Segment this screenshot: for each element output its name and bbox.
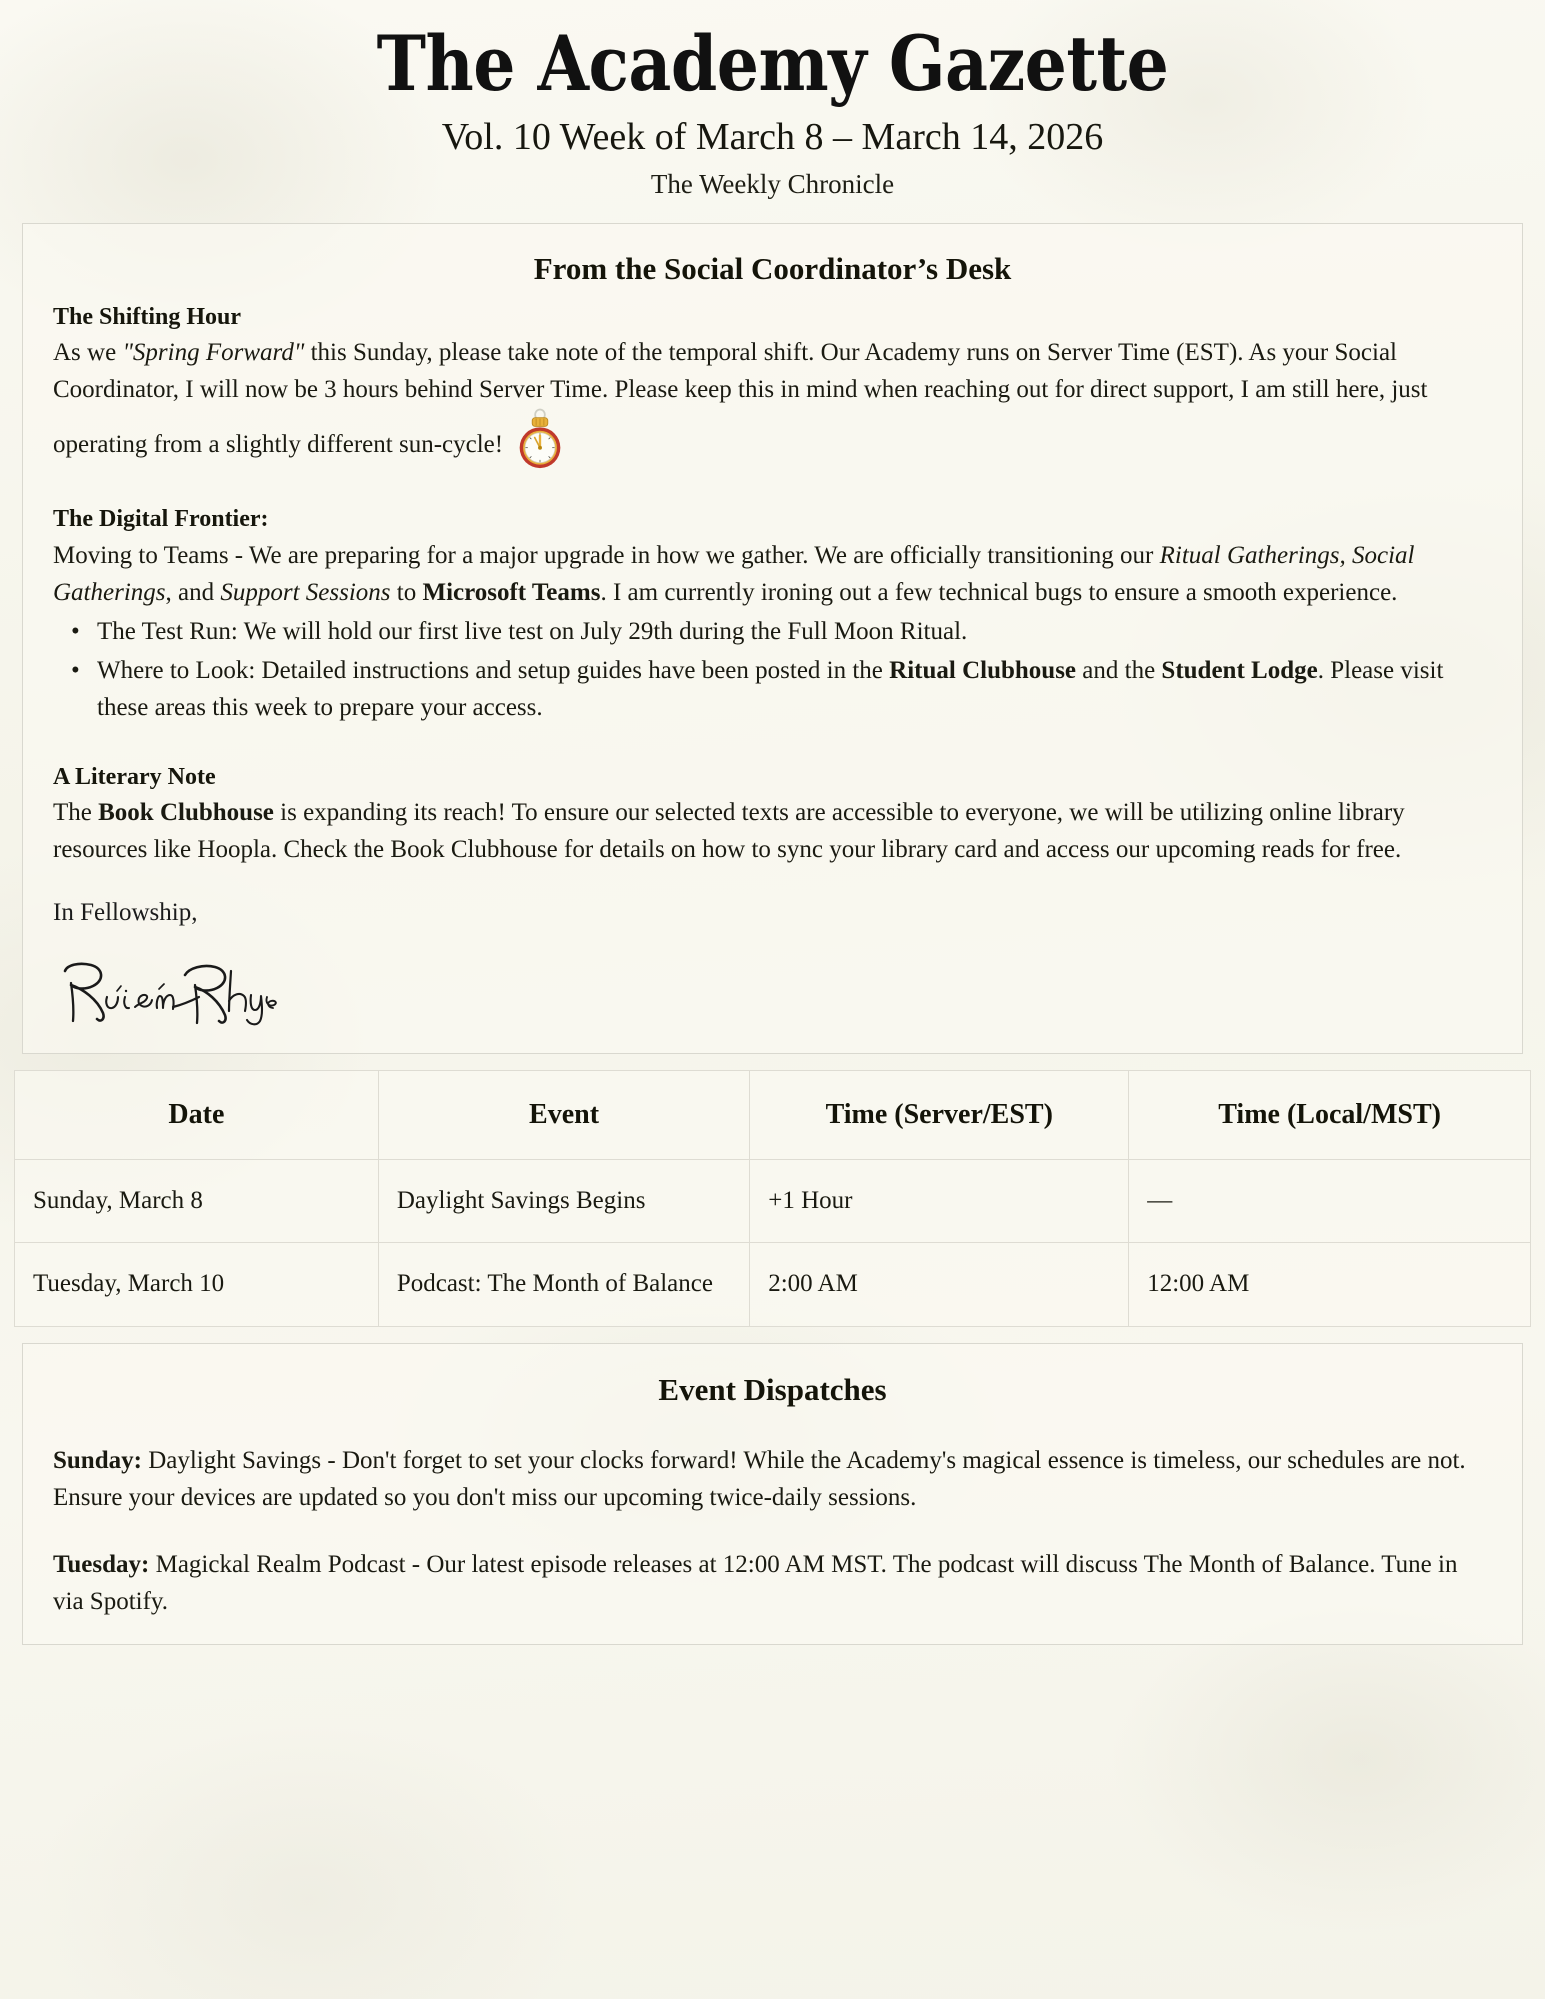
list-item [97, 613, 1492, 650]
shifting-hour-text-a: As we [53, 339, 123, 367]
digital-frontier-strong-teams: Microsoft Teams [422, 578, 601, 606]
literary-note-text-a: The [53, 798, 99, 826]
coordinator-letter-card [22, 223, 1523, 1054]
literary-note-text-b: is expanding its reach! To ensure our selected texts are accessible to everyone, we will be utilizing online library resources like Hoopla. Check the Book Clubhouse for details on how to sync your library card and access our upcoming reads for free. [53, 798, 1405, 863]
digital-frontier-text-b: , and [165, 578, 221, 606]
bullet-1-text-b: and the [1076, 656, 1162, 684]
spacer [53, 728, 1492, 762]
cell-event: Podcast: The Month of Balance [378, 1243, 749, 1327]
schedule-table-body [15, 1159, 1531, 1326]
section-heading-shifting-hour: The Shifting Hour [53, 304, 242, 331]
bullet-0-text-a: The Test Run: We will hold our first live test on July 29th during the Full Moon Ritual. [97, 617, 968, 645]
digital-frontier-text-c: to [390, 578, 423, 606]
column-header-time-server: Time (Server/EST) [750, 1070, 1129, 1159]
schedule-table-head [15, 1070, 1531, 1159]
event-dispatches-card [22, 1343, 1523, 1645]
column-header-time-local: Time (Local/MST) [1129, 1070, 1531, 1159]
masthead-volume-line: Vol. 10 Week of March 8 – March 14, 2026 [441, 115, 1104, 158]
cell-time-local: 12:00 AM [1129, 1243, 1531, 1327]
paragraph-digital-frontier [53, 537, 1492, 611]
literary-note-strong-book-clubhouse: Book Clubhouse [98, 798, 274, 826]
column-header-date: Date [15, 1070, 379, 1159]
cell-date: Sunday, March 8 [15, 1159, 379, 1243]
section-heading-digital-frontier: The Digital Frontier: [53, 506, 269, 533]
bullet-1-strong-student-lodge: Student Lodge [1161, 656, 1318, 684]
list-item [97, 652, 1492, 726]
digital-frontier-text-a: Moving to Teams - We are preparing for a major upgrade in how we gather. We are officially transitioning our [53, 541, 1160, 569]
paragraph-shifting-hour [53, 334, 1492, 470]
cell-date: Tuesday, March 10 [15, 1243, 379, 1327]
dispatch-label-sunday: Sunday: [53, 1446, 142, 1474]
mantelpiece-clock-emoji [509, 408, 571, 470]
table-header-row [15, 1070, 1531, 1159]
digital-frontier-em-1: Ritual Gatherings, Social Gatherings [53, 541, 1415, 606]
signature [53, 953, 1492, 1027]
shifting-hour-emphasis: "Spring Forward" [122, 339, 305, 367]
shifting-hour-text-b: this Sunday, please take note of the temporal shift. Our Academy runs on Server Time (EST). As your Social Coordinator, I will now be 3 hours behind Server Time. Please keep this in mind when reaching out for direct support, I am still here, just operating from a slightly different sun-cycle! [53, 339, 1428, 459]
cell-time-local: — [1129, 1159, 1531, 1243]
dispatch-label-tuesday: Tuesday: [53, 1550, 150, 1578]
cell-time-server: +1 Hour [750, 1159, 1129, 1243]
section-heading-literary-note: A Literary Note [53, 763, 216, 790]
column-header-event: Event [378, 1070, 749, 1159]
dispatch-text-tuesday: Magickal Realm Podcast - Our latest episode releases at 12:00 AM MST. The podcast will discuss The Month of Balance. Tune in via Spotify. [53, 1550, 1458, 1615]
bullet-1-text-c: . Please visit these areas this week to prepare your access. [97, 656, 1444, 721]
bullet-1-strong-ritual-clubhouse: Ritual Clubhouse [889, 656, 1077, 684]
dispatch-text-sunday: Daylight Savings - Don't forget to set your clocks forward! While the Academy's magical essence is timeless, our schedules are not. Ensure your devices are updated so you don't miss our upcoming twice-daily sessions. [53, 1446, 1466, 1511]
spacer [53, 868, 1492, 894]
table-row [15, 1159, 1531, 1243]
masthead-subtitle: The Weekly Chronicle [650, 169, 895, 200]
digital-frontier-em-2: Support Sessions [220, 578, 391, 606]
digital-frontier-bullet-list [53, 613, 1492, 726]
masthead [0, 0, 1545, 223]
cell-time-server: 2:00 AM [750, 1243, 1129, 1327]
page-title: The Academy Gazette [376, 19, 1169, 108]
letter-card-title: From the Social Coordinator’s Desk [533, 250, 1012, 286]
dispatches-title: Event Dispatches [658, 1371, 887, 1407]
letter-closing: In Fellowship, [53, 898, 198, 926]
bullet-1-text-a: Where to Look: Detailed instructions and setup guides have been posted in the [97, 656, 890, 684]
paragraph-literary-note [53, 794, 1492, 868]
cell-event: Daylight Savings Begins [378, 1159, 749, 1243]
dispatch-item-sunday [53, 1442, 1492, 1516]
dispatch-item-tuesday [53, 1546, 1492, 1620]
spacer [53, 470, 1492, 504]
digital-frontier-text-d: . I am currently ironing out a few technical bugs to ensure a smooth experience. [600, 578, 1398, 606]
table-row [15, 1243, 1531, 1327]
schedule-table [14, 1070, 1531, 1327]
